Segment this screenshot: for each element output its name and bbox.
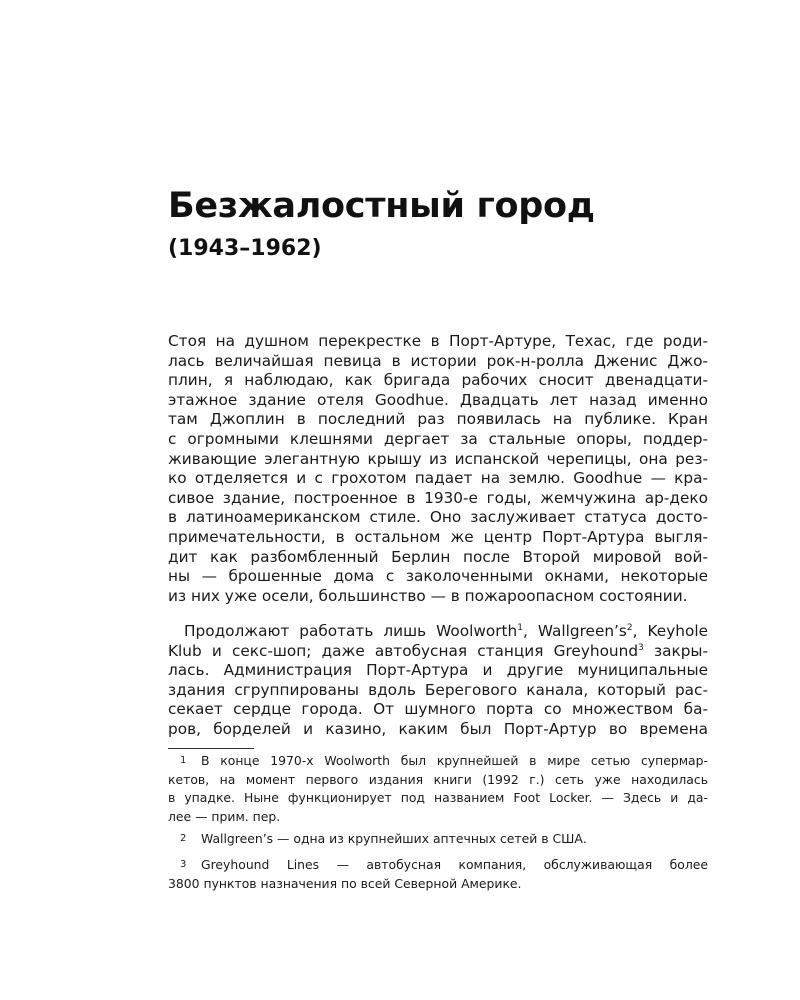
text-run: , Keyhole <box>632 622 708 640</box>
footnote-line: кетов, на момент первого издания книги (1992 г.) сеть уже находилась <box>168 771 708 787</box>
text-line <box>168 622 708 642</box>
footnote-text: В конце 1970-х Woolworth был крупнейшей в мире сетью супермар- <box>201 753 708 768</box>
text-line: ров, борделей и казино, каким был Порт-Артур во времена <box>168 719 708 738</box>
footnote-1 <box>168 752 708 826</box>
text-line: плин, я наблюдаю, как бригада рабочих сносит двенадцати- <box>168 371 708 390</box>
footnote-line <box>168 830 708 849</box>
text-line: Стоя на душном перекрестке в Порт-Артуре, Техас, где роди- <box>168 332 708 350</box>
chapter-years: (1943–1962) <box>168 236 322 261</box>
text-line: примечательности, в остальном же центр Порт-Артура выгля- <box>168 527 708 546</box>
footnote-divider <box>168 748 254 749</box>
footnote-line: 3800 пунктов назначения по всей Северной Америке. <box>168 875 522 891</box>
text-line: секает сердце города. От шумного порта со множеством ба- <box>168 700 708 719</box>
footnote-3 <box>168 856 708 893</box>
paragraph-2 <box>168 622 708 740</box>
footnote-ref-3[interactable]: 3 <box>638 642 644 653</box>
text-run: закры- <box>643 641 708 660</box>
chapter-title: Безжалостный город <box>168 186 595 226</box>
text-line: этажное здание отеля Goodhue. Двадцать лет назад именно <box>168 390 708 409</box>
text-line: там Джоплин в последний раз появилась на публике. Кран <box>168 410 708 429</box>
paragraph-1 <box>168 332 708 606</box>
text-line: с огромными клешнями дергает за стальные опоры, поддер- <box>168 429 708 448</box>
text-run: , Wallgreen’s <box>522 622 627 640</box>
text-line: дит как разбомбленный Берлин после Второй мировой вой- <box>168 547 708 566</box>
text-run: Продолжают работать лишь Woolworth <box>184 622 518 640</box>
footnote-line: в упадке. Ныне функционирует под названием Foot Locker. — Здесь и да- <box>168 790 708 805</box>
footnote-ref-2[interactable]: 2 <box>626 623 633 633</box>
footnote-text: Greyhound Lines — автобусная компания, обслуживающая более <box>201 857 708 872</box>
footnote-2 <box>168 830 708 849</box>
footnote-line: лее — прим. пер. <box>168 808 281 824</box>
text-line: лась величайшая певица в истории рок-н-ролла Дженис Джо- <box>168 351 708 370</box>
footnote-line <box>168 752 708 771</box>
text-line: в латиноамериканском стиле. Оно заслуживает статуса досто- <box>168 508 708 527</box>
text-line: сивое здание, построенное в 1930-е годы, жемчужина ар-деко <box>168 488 708 507</box>
text-line: из них уже осели, большинство — в пожароопасном состоянии. <box>168 586 688 605</box>
text-run: Klub и секс-шоп; даже автобусная станция Greyhound <box>168 641 639 660</box>
footnote-line <box>168 856 708 875</box>
footnote-ref-1[interactable]: 1 <box>517 623 523 633</box>
text-line: ко отделяется и с грохотом падает на землю. Goodhue — кра- <box>168 469 708 488</box>
footnote-text: Wallgreen’s — одна из крупнейших аптечных сетей в США. <box>201 831 587 846</box>
text-line: живающие элегантную крышу из испанской черепицы, она рез- <box>168 449 708 468</box>
footnote-number: 2 <box>180 833 187 844</box>
text-line: лась. Администрация Порт-Артура и другие муниципальные <box>168 661 708 680</box>
footnote-number: 3 <box>180 859 187 870</box>
footnote-number: 1 <box>180 755 187 766</box>
text-line: ны — брошенные дома с заколоченными окнами, некоторые <box>168 567 708 586</box>
text-line: здания сгруппированы вдоль Берегового канала, который рас- <box>168 680 708 699</box>
text-line <box>168 642 708 662</box>
